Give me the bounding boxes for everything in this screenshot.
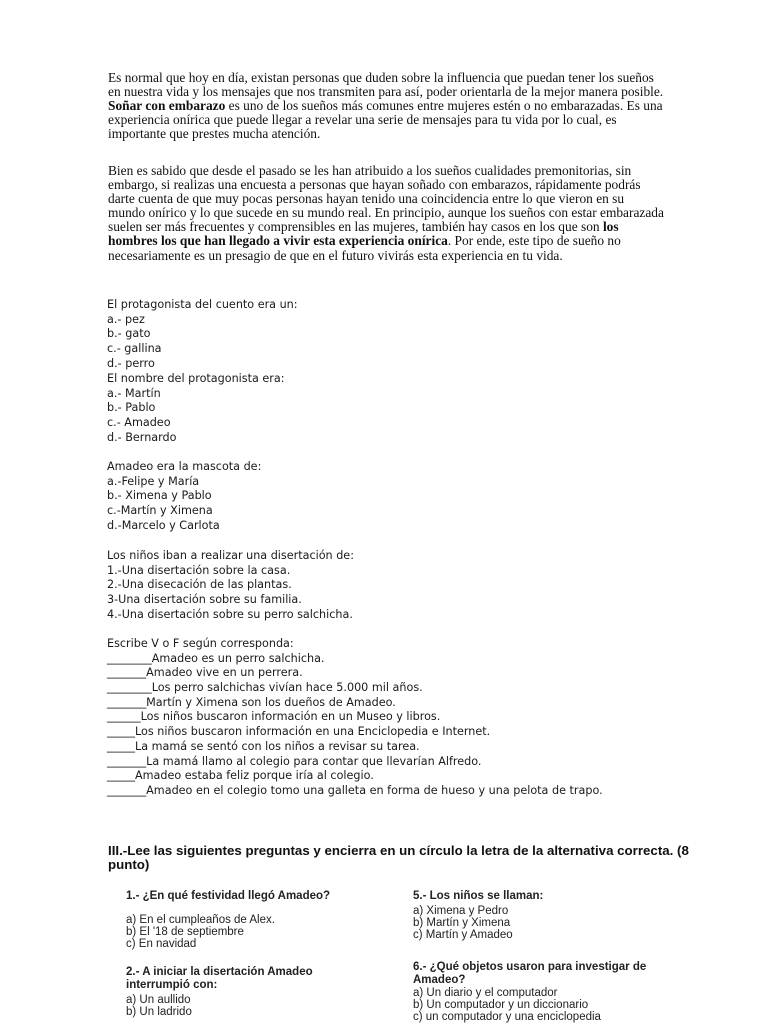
option-item[interactable]: a) En el cumpleaños de Alex. [126, 914, 275, 926]
true-false-item[interactable]: _______Amadeo vive en un perrera. [107, 666, 303, 680]
true-false-instruction: Escribe V o F según corresponda: [107, 637, 294, 650]
option-item: 4.-Una disertación sobre su perro salchicha. [107, 607, 353, 621]
question-text: 5.- Los niños se llaman: [413, 890, 544, 902]
true-false-item[interactable]: ______Los niños buscaron información en un Museo y libros. [107, 710, 441, 724]
option-item[interactable]: b) Un ladrido [126, 1006, 192, 1018]
option-item: b.- gato [107, 327, 151, 341]
mc-question-festivity [126, 890, 396, 950]
question-text: 1.- ¿En qué festividad llegó Amadeo? [126, 890, 331, 902]
intro-paragraph-1 [108, 71, 664, 141]
true-false-item[interactable]: ________Los perro salchichas vivían hace 5.000 mil años. [107, 681, 423, 695]
option-item: c.- Amadeo [107, 416, 171, 430]
option-item[interactable]: b) El '18 de septiembre [126, 926, 244, 938]
option-item: a.-Felipe y María [107, 474, 200, 488]
option-item[interactable]: a) Ximena y Pedro [413, 905, 509, 917]
true-false-item[interactable]: _____Amadeo estaba feliz porque iría al colegio. [107, 769, 374, 783]
true-false-item[interactable]: _______La mamá llamo al colegio para contar que llevarían Alfredo. [107, 754, 482, 768]
question-protagonist-type [107, 298, 707, 371]
option-item: a.- pez [107, 312, 145, 326]
option-item[interactable]: b) Un computador y un diccionario [413, 999, 589, 1011]
option-item: d.- perro [107, 356, 155, 370]
true-false-item[interactable]: _____La mamá se sentó con los niños a revisar su tarea. [107, 739, 420, 753]
option-item[interactable]: a) Un aullido [126, 994, 191, 1006]
question-text: El nombre del protagonista era: [107, 372, 285, 385]
question-text: El protagonista del cuento era un: [107, 298, 298, 311]
option-item: 3-Una disertación sobre su familia. [107, 593, 302, 607]
text-span: es uno de los sueños más comunes entre mujeres estén o no embarazadas. Es una experiencia onírica que puede llegar a revelar una serie de mensajes para tu vida por lo cual, es importante que prestes mucha atención. [108, 98, 663, 142]
option-item: b.- Ximena y Pablo [107, 489, 212, 503]
bold-text-span: Soñar con embarazo [108, 98, 226, 114]
true-false-item[interactable]: ________Amadeo es un perro salchicha. [107, 651, 325, 665]
question-text: 2.- A iniciar la disertación Amadeo interrumpió con: [126, 966, 313, 991]
intro-paragraph-2 [108, 164, 664, 263]
text-span: Bien es sabido que desde el pasado se les han atribuido a los sueños cualidades premonitorias, sin embargo, si realizas una encuesta a personas que hayan soñado con embarazos, rápidamente podrás darte cuenta de que muy pocas personas hayan tenido una coincidencia entre lo que vieron en su mundo onírico y lo que sucede en su mundo real. En principio, aunque los sueños con estar embarazada suelen ser más frecuentes y comprensibles en las mujeres, también hay casos en los que son [108, 163, 664, 235]
option-item: b.- Pablo [107, 401, 156, 415]
question-dissertation [107, 549, 707, 622]
section-heading: III.-Lee las siguientes preguntas y encierra en un círculo la letra de la alternativa correcta. (8 punto) [108, 843, 689, 872]
question-protagonist-name [107, 372, 707, 445]
option-item: d.-Marcelo y Carlota [107, 518, 220, 532]
option-item: c.- gallina [107, 342, 162, 356]
question-pet-owner [107, 460, 707, 533]
question-text: Amadeo era la mascota de: [107, 460, 262, 473]
true-false-section [107, 637, 707, 799]
bold-text-span: los hombres los que han llegado a vivir esta experiencia onírica [108, 219, 619, 249]
mc-question-children-names [413, 890, 713, 941]
option-item: 1.-Una disertación sobre la casa. [107, 563, 291, 577]
option-item: d.- Bernardo [107, 430, 177, 444]
true-false-item[interactable]: _______Amadeo en el colegio tomo una galleta en forma de hueso y una pelota de trapo. [107, 783, 603, 797]
option-item: c.-Martín y Ximena [107, 504, 213, 518]
right-question-column [413, 890, 713, 1023]
mc-question-research-objects [413, 961, 653, 1023]
option-item[interactable]: c) Martín y Amadeo [413, 929, 513, 941]
option-item[interactable]: c) En navidad [126, 938, 197, 950]
mc-question-interruption [126, 966, 366, 1018]
question-text: Los niños iban a realizar una disertación de: [107, 549, 354, 562]
true-false-item[interactable]: _____Los niños buscaron información en una Enciclopedia e Internet. [107, 725, 491, 739]
text-span: . Por ende, este tipo de sueño no necesariamente es un presagio de que en el futuro vivirás esta experiencia en tu vida. [108, 233, 621, 263]
option-item: 2.-Una disecación de las plantas. [107, 578, 292, 592]
true-false-item[interactable]: _______Martín y Ximena son los dueños de Amadeo. [107, 695, 396, 709]
left-question-column [126, 890, 396, 1018]
option-item: a.- Martín [107, 386, 161, 400]
question-text: 6.- ¿Qué objetos usaron para investigar de Amadeo? [413, 961, 647, 986]
option-item[interactable]: c) un computador y una enciclopedia [413, 1011, 601, 1023]
option-item[interactable]: a) Un diario y el computador [413, 987, 558, 999]
text-span: Es normal que hoy en día, existan personas que duden sobre la influencia que puedan tener los sueños en nuestra vida y los mensajes que nos transmiten para así, poder orientarla de la mejor manera posible. [108, 70, 664, 100]
option-item[interactable]: b) Martín y Ximena [413, 917, 511, 929]
